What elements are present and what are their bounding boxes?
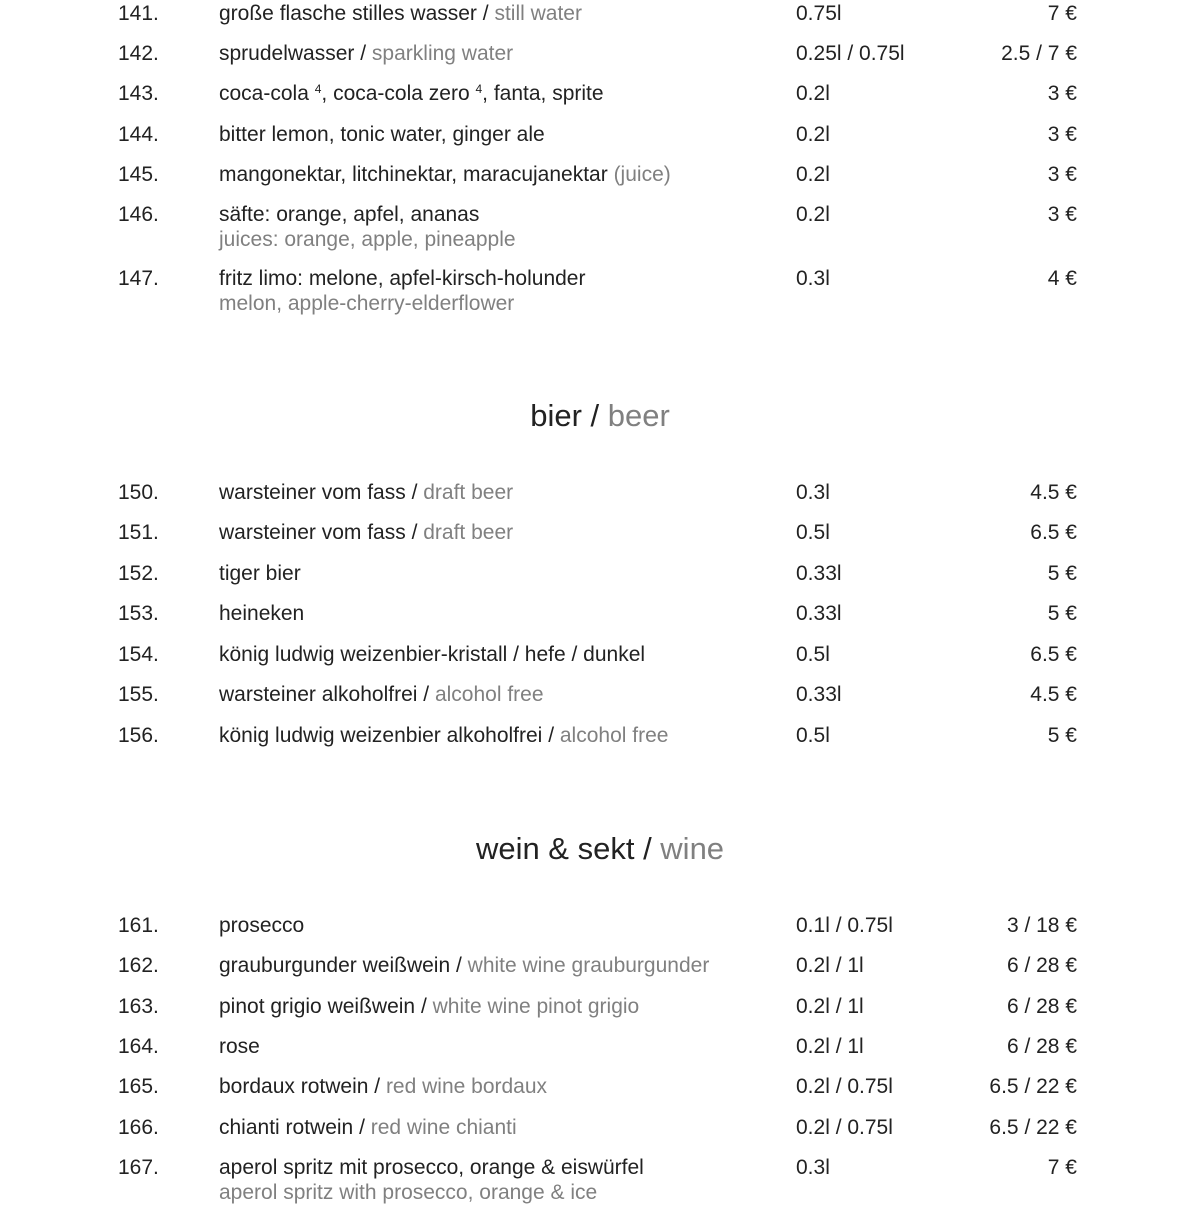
item-number: 144. [118, 123, 159, 146]
item-volume: 0.3l [796, 267, 830, 290]
item-price: 7 € [1047, 1156, 1077, 1179]
item-name-line: chianti rotwein / red wine chianti [219, 1116, 517, 1139]
item-name-line: warsteiner vom fass / draft beer [219, 481, 514, 504]
item-name: warsteiner alkoholfrei [219, 683, 418, 706]
item-volume: 0.2l [796, 123, 830, 146]
item-price: 6.5 / 22 € [989, 1075, 1077, 1098]
section-title-translation: wine [660, 831, 725, 866]
item-name-part: , coca-cola zero [321, 82, 476, 105]
item-name: bordaux rotwein [219, 1075, 369, 1098]
item-price: 6.5 € [1030, 643, 1077, 666]
item-name: pinot grigio weißwein [219, 995, 416, 1018]
item-volume: 0.5l [796, 643, 830, 666]
item-volume: 0.25l / 0.75l [796, 42, 905, 65]
footnote-marker: 4 [475, 82, 483, 96]
item-price: 6.5 / 22 € [989, 1116, 1077, 1139]
item-name-line: große flasche stilles wasser / still water [219, 2, 582, 25]
item-price: 4.5 € [1030, 683, 1077, 706]
item-translation: alcohol free [559, 724, 669, 747]
item-number: 161. [118, 914, 159, 937]
item-name: rose [219, 1035, 260, 1058]
section-title-text: wein & sekt [475, 831, 635, 866]
item-translation: melon, apple-cherry-elderflower [219, 292, 515, 315]
item-translation: still water [494, 2, 582, 25]
item-volume: 0.3l [796, 1156, 830, 1179]
item-volume: 0.2l / 1l [796, 995, 864, 1018]
item-name: könig ludwig weizenbier-kristall / hefe / dunkel [219, 643, 646, 666]
item-volume: 0.2l [796, 82, 830, 105]
item-name-line: bordaux rotwein / red wine bordaux [219, 1075, 548, 1098]
item-volume: 0.2l / 0.75l [796, 1075, 893, 1098]
item-number: 150. [118, 481, 159, 504]
item-number: 151. [118, 521, 159, 544]
item-volume: 0.33l [796, 683, 842, 706]
item-number: 156. [118, 724, 159, 747]
item-volume: 0.33l [796, 562, 842, 585]
item-name-line: könig ludwig weizenbier alkoholfrei / alcohol free [219, 724, 669, 747]
item-price: 6.5 € [1030, 521, 1077, 544]
item-number: 167. [118, 1156, 159, 1179]
item-name: prosecco [219, 914, 305, 937]
item-name: grauburgunder weißwein [219, 954, 451, 977]
item-volume: 0.3l [796, 481, 830, 504]
item-translation: sparkling water [371, 42, 514, 65]
item-price: 3 € [1047, 203, 1077, 226]
item-name-line: grauburgunder weißwein / white wine grauburgunder [219, 954, 710, 977]
item-translation: red wine chianti [370, 1116, 517, 1139]
item-name-part: , fanta, sprite [482, 82, 604, 105]
item-name: tiger bier [219, 562, 301, 585]
item-name: bitter lemon, tonic water, ginger ale [219, 123, 545, 146]
item-number: 153. [118, 602, 159, 625]
item-number: 152. [118, 562, 159, 585]
item-number: 147. [118, 267, 159, 290]
item-volume: 0.2l / 1l [796, 1035, 864, 1058]
item-price: 5 € [1047, 724, 1077, 747]
item-number: 154. [118, 643, 159, 666]
item-number: 164. [118, 1035, 159, 1058]
item-price: 6 / 28 € [1006, 954, 1077, 977]
item-name: warsteiner vom fass [219, 481, 406, 504]
item-name: heineken [219, 602, 305, 625]
item-name: große flasche stilles wasser [219, 2, 477, 25]
item-name: chianti rotwein [219, 1116, 354, 1139]
item-name-line: warsteiner alkoholfrei / alcohol free [219, 683, 544, 706]
item-number: 146. [118, 203, 159, 226]
item-volume: 0.5l [796, 724, 830, 747]
item-price: 3 / 18 € [1006, 914, 1077, 937]
item-volume: 0.5l [796, 521, 830, 544]
item-number: 155. [118, 683, 159, 706]
item-price: 4 € [1047, 267, 1077, 290]
section-title-wine: wein & sekt / wine [475, 831, 725, 866]
item-volume: 0.2l / 0.75l [796, 1116, 893, 1139]
item-volume: 0.2l [796, 203, 830, 226]
item-translation: draft beer [423, 521, 514, 544]
item-number: 142. [118, 42, 159, 65]
section-title-translation: beer [607, 398, 670, 433]
item-price: 7 € [1047, 2, 1077, 25]
item-name: warsteiner vom fass [219, 521, 406, 544]
item-price: 5 € [1047, 562, 1077, 585]
item-number: 163. [118, 995, 159, 1018]
item-name-line: pinot grigio weißwein / white wine pinot grigio [219, 995, 640, 1018]
item-translation: white wine grauburgunder [467, 954, 710, 977]
item-number: 165. [118, 1075, 159, 1098]
item-price: 6 / 28 € [1006, 995, 1077, 1018]
item-translation: aperol spritz with prosecco, orange & ice [219, 1181, 598, 1204]
item-name-line: sprudelwasser / sparkling water [219, 42, 514, 65]
item-number: 145. [118, 163, 159, 186]
item-name: sprudelwasser [219, 42, 355, 65]
item-volume: 0.2l [796, 163, 830, 186]
item-translation: juices: orange, apple, pineapple [219, 228, 516, 251]
item-volume: 0.75l [796, 2, 842, 25]
footnote-marker: 4 [314, 82, 322, 96]
item-name: säfte: orange, apfel, ananas [219, 203, 480, 226]
item-number: 143. [118, 82, 159, 105]
item-translation: (juice) [613, 163, 671, 186]
item-translation: alcohol free [434, 683, 544, 706]
item-number: 162. [118, 954, 159, 977]
item-name: aperol spritz mit prosecco, orange & eiswürfel [219, 1156, 644, 1179]
section-title-text: bier [530, 398, 582, 433]
item-price: 6 / 28 € [1006, 1035, 1077, 1058]
section-title-beer: bier / beer [530, 398, 670, 433]
item-name: könig ludwig weizenbier alkoholfrei [219, 724, 543, 747]
item-name-line [219, 82, 604, 106]
item-price: 2.5 / 7 € [1001, 42, 1077, 65]
item-name: fritz limo: melone, apfel-kirsch-holunder [219, 267, 586, 290]
item-name-line [219, 163, 671, 187]
item-translation: white wine pinot grigio [432, 995, 640, 1018]
item-volume: 0.33l [796, 602, 842, 625]
item-name: mangonektar, litchinektar, maracujanektar [219, 163, 608, 186]
item-name-part: coca-cola [219, 82, 315, 105]
item-price: 5 € [1047, 602, 1077, 625]
item-translation: draft beer [423, 481, 514, 504]
item-price: 3 € [1047, 82, 1077, 105]
item-number: 166. [118, 1116, 159, 1139]
item-volume: 0.2l / 1l [796, 954, 864, 977]
item-number: 141. [118, 2, 159, 25]
item-price: 3 € [1047, 123, 1077, 146]
item-price: 3 € [1047, 163, 1077, 186]
item-price: 4.5 € [1030, 481, 1077, 504]
item-translation: red wine bordaux [385, 1075, 548, 1098]
item-volume: 0.1l / 0.75l [796, 914, 893, 937]
item-name-line: warsteiner vom fass / draft beer [219, 521, 514, 544]
